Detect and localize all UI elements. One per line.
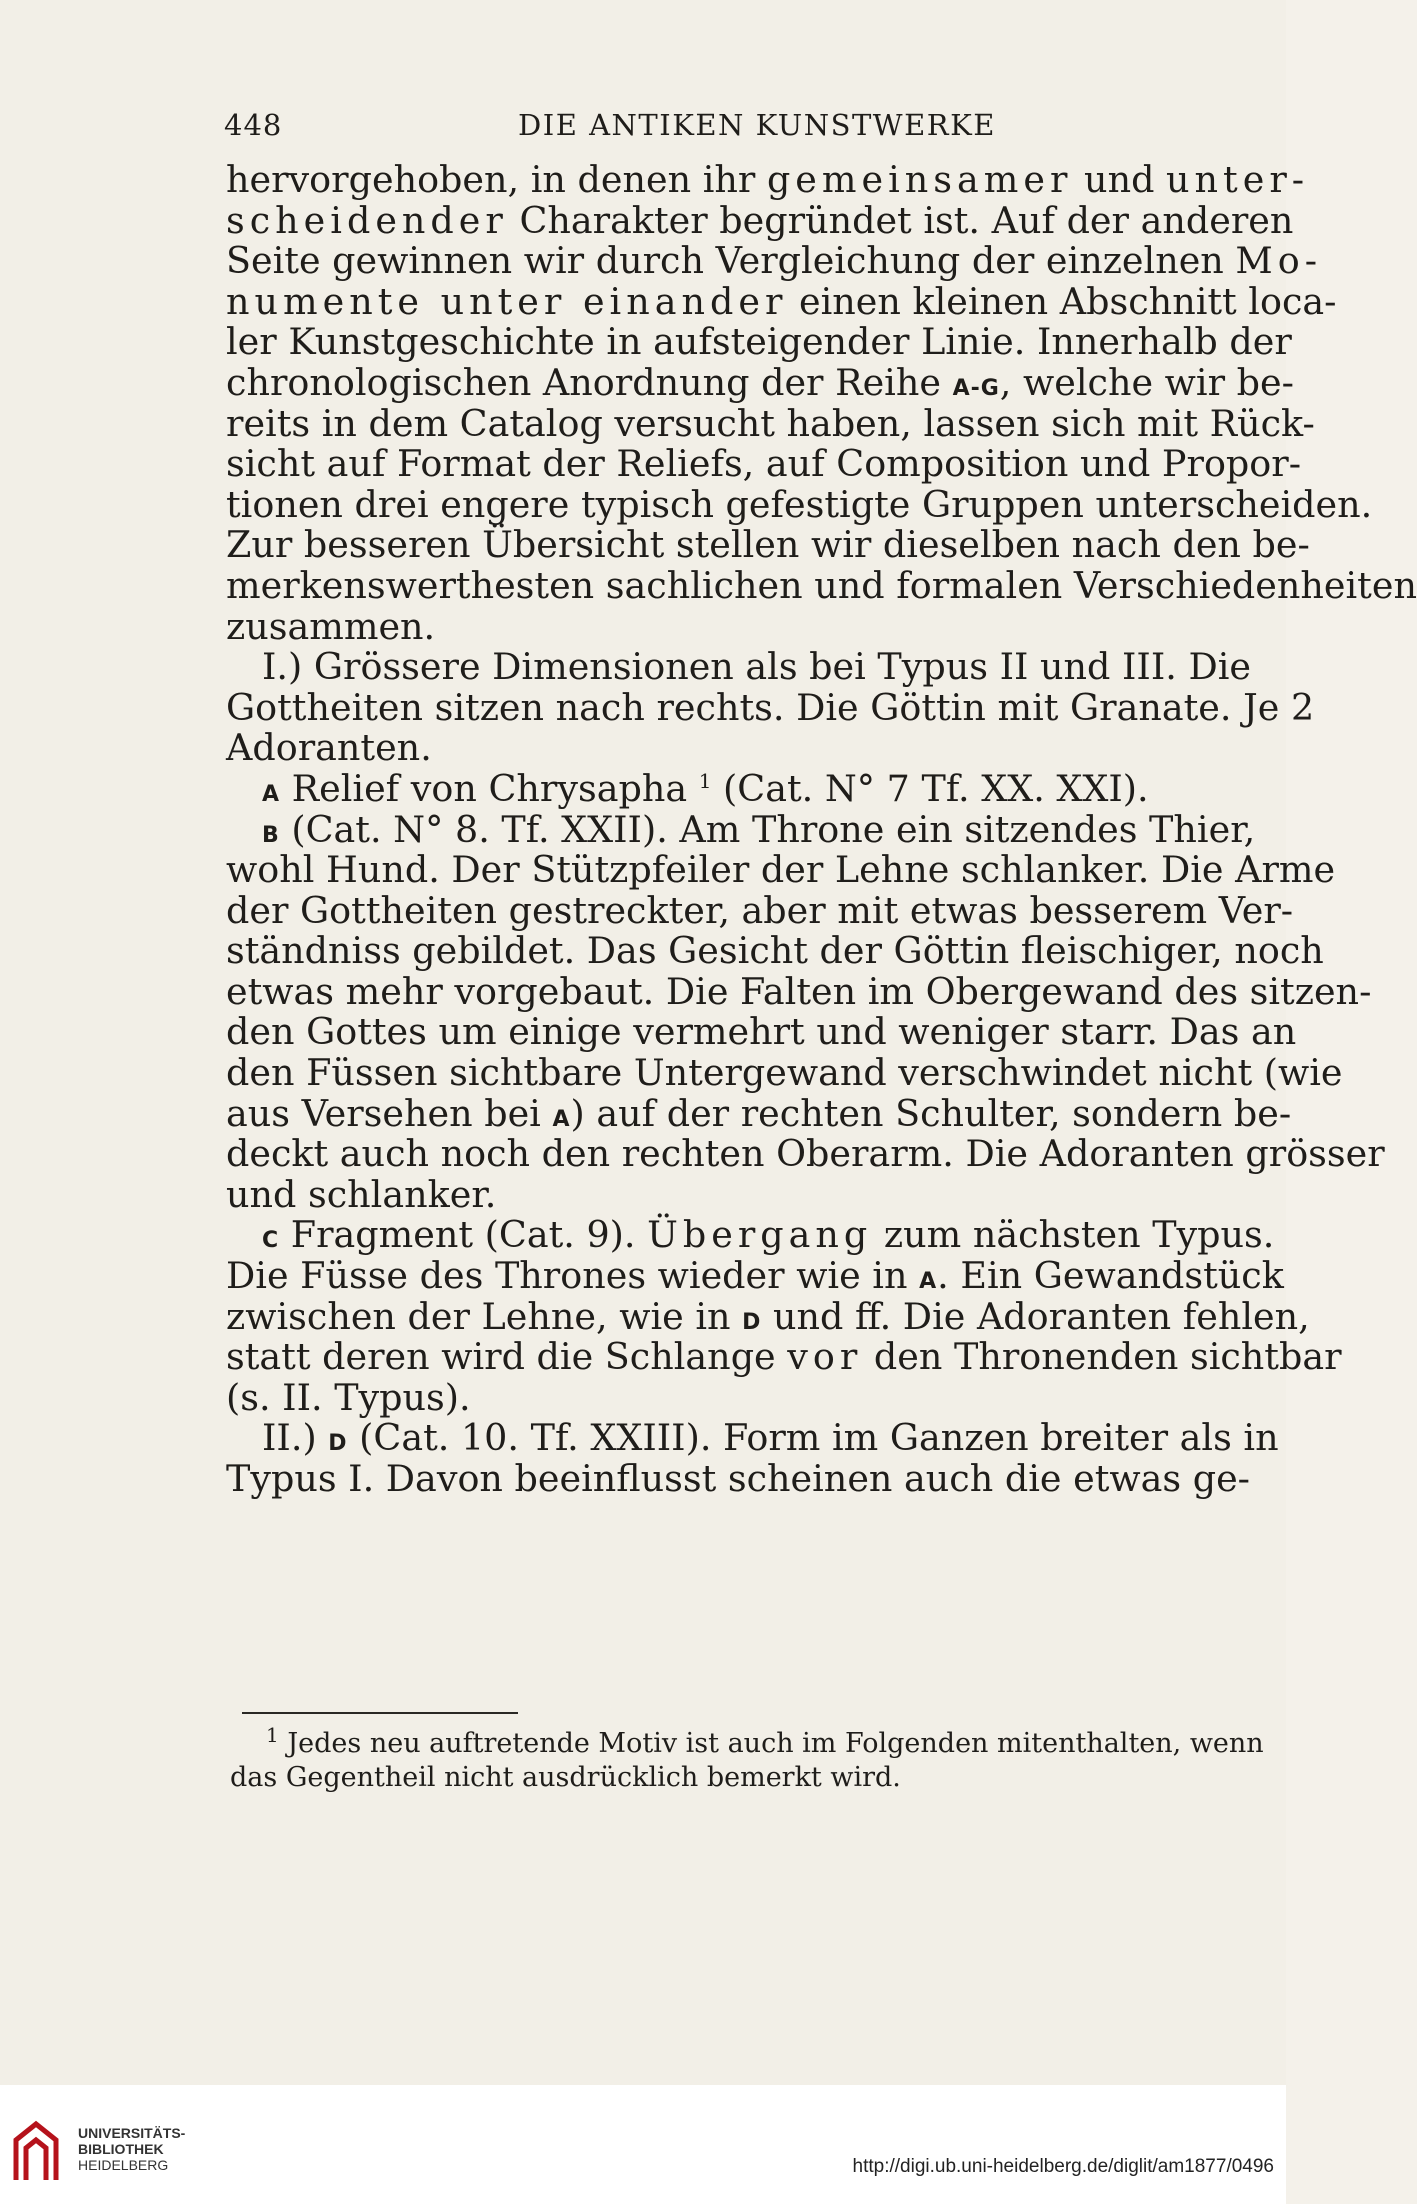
text-run: aus Versehen bei [226,1091,553,1135]
text-run: und ff. Die Adoranten fehlen, [761,1294,1310,1338]
text-run: chronologischen Anordnung der Reihe [226,360,953,404]
text-line [226,482,1373,526]
relief-letter: B [262,822,280,848]
text-run: wohl Hund. Der Stützpfeiler der Lehne schlanker. Die Arme [226,848,1336,892]
library-logo-text[interactable] [78,2125,185,2173]
text-line [226,807,1256,851]
text-run: einen kleinen Abschnitt loca- [787,279,1337,323]
text-line [226,158,1310,201]
relief-letter: A [552,1106,571,1132]
text-run: (s. II. Typus). [226,1375,471,1419]
text-run: und schlanker. [226,1172,497,1216]
spaced-emphasis: unter- [1166,158,1310,201]
text-run: Typus I. Davon beeinflusst scheinen auch die etwas ge- [226,1457,1250,1500]
footnote-marker: 1 [266,1723,279,1747]
text-run: merkenswerthesten sachlichen und formalen Verschiedenheiten [226,563,1417,607]
text-line [226,1010,1297,1054]
text-line [226,645,1252,689]
text-run: , welche wir be- [999,360,1294,404]
spaced-emphasis: Mo- [1235,239,1323,283]
text-line [230,1723,1264,1761]
text-run: ler Kunstgeschichte in aufsteigender Linie. Innerhalb der [226,320,1292,364]
text-line [226,1091,1292,1135]
text-run: das Gegentheil nicht ausdrücklich bemerkt wird. [230,1762,901,1793]
text-line [226,1416,1279,1460]
logo-line: UNIVERSITÄTS- [78,2125,186,2141]
text-line [226,766,1194,810]
text-run: ) auf der rechten Schulter, sondern be- [570,1091,1292,1135]
text-line [226,360,1294,404]
text-run: Zur besseren Übersicht stellen wir dieselben nach den be- [226,523,1310,567]
text-line [226,1051,1343,1095]
text-line [226,1457,1250,1500]
footnote-marker: 1 [698,768,712,793]
library-logo-icon[interactable] [12,2120,60,2184]
text-line [226,1213,1275,1257]
text-run: (Cat. N° 8. Tf. XXII). Am Throne ein sitzendes Thier, [279,807,1256,851]
text-run: Relief von Chrysapha [280,766,699,810]
text-line [226,728,1194,769]
text-run: deckt auch noch den rechten Oberarm. Die Adoranten grösser [226,1132,1385,1176]
text-line [226,604,1194,648]
text-line [226,563,1417,607]
text-line [226,1172,1194,1216]
spaced-emphasis: scheidender [226,198,508,242]
relief-letter: A-G [952,375,1000,401]
text-run: Adoranten. [226,726,432,770]
text-run: etwas mehr vorgebaut. Die Falten im Obergewand des sitzen- [226,969,1372,1013]
text-run: Charakter begründet ist. Auf der anderen [507,198,1294,242]
text-line [226,320,1292,364]
text-run: zusammen. [226,604,436,648]
relief-letter: A [919,1269,938,1295]
text-line [226,929,1324,973]
spaced-emphasis: vor [787,1335,863,1379]
text-line [226,888,1294,932]
text-run: tionen drei engere typisch gefestigte Gruppen unterscheiden. [226,482,1373,526]
footnotes [230,1723,1264,1795]
text-run: zwischen der Lehne, wie in [226,1294,743,1338]
running-head [224,108,1180,148]
text-line [226,239,1323,283]
text-run: hervorgehoben, in denen ihr [226,158,767,201]
text-line [226,523,1310,567]
footer-bar [0,2085,1286,2204]
text-run: Gottheiten sitzen nach rechts. Die Göttin mit Granate. Je 2 [226,685,1315,729]
text-run: Fragment (Cat. 9). [279,1213,648,1257]
text-run: II.) [262,1416,329,1460]
text-line [226,1132,1385,1176]
text-run: reits in dem Catalog versucht haben, lassen sich mit Rück- [226,401,1315,445]
text-run: und [1072,158,1167,201]
text-line [226,279,1337,323]
spaced-emphasis: gemeinsamer [766,158,1073,201]
spaced-emphasis: numente unter einander [226,279,788,323]
page-number: 448 [224,108,283,142]
relief-letter: A [262,781,281,807]
text-run: Jedes neu auftretende Motiv ist auch im Folgenden mitenthalten, wenn [278,1728,1264,1759]
text-run: den Thronenden sichtbar [862,1335,1342,1379]
relief-letter: D [742,1309,762,1335]
text-run: den Gottes um einige vermehrt und weniger starr. Das an [226,1010,1297,1054]
text-run: I.) Grössere Dimensionen als bei Typus II und III. Die [262,645,1252,689]
text-line [226,1335,1342,1379]
text-run: der Gottheiten gestreckter, aber mit etwas besserem Ver- [226,888,1294,932]
logo-line: BIBLIOTHEK [78,2141,164,2157]
text-line [230,1761,1194,1795]
text-run: sicht auf Format der Reliefs, auf Composition und Propor- [226,442,1302,486]
text-line [226,1254,1284,1298]
spaced-emphasis: Übergang [647,1213,873,1257]
text-run: . Ein Gewandstück [937,1254,1284,1298]
running-title: DIE ANTIKEN KUNSTWERKE [518,108,996,142]
text-run: den Füssen sichtbare Untergewand verschwindet nicht (wie [226,1051,1343,1095]
source-url-link[interactable]: http://digi.ub.uni-heidelberg.de/diglit/am1877/0496 [852,2156,1274,2177]
text-run: statt deren wird die Schlange [226,1335,788,1379]
text-line [226,969,1372,1013]
text-line [226,685,1315,729]
relief-letter: D [328,1431,348,1457]
logo-line: HEIDELBERG [78,2157,169,2173]
text-line [226,442,1302,486]
footnote-divider [242,1712,518,1714]
text-line [226,848,1336,892]
text-line [226,1375,1194,1419]
text-run: Seite gewinnen wir durch Vergleichung der einzelnen [226,239,1236,283]
text-run: zum nächsten Typus. [872,1213,1275,1257]
body-text [226,158,1417,1500]
text-run: (Cat. N° 7 Tf. XX. XXI). [711,766,1149,810]
text-run: Die Füsse des Thrones wieder wie in [226,1254,920,1298]
text-run: (Cat. 10. Tf. XXIII). Form im Ganzen breiter als in [347,1416,1279,1460]
relief-letter: C [262,1228,280,1254]
text-line [226,1294,1310,1338]
text-run: ständniss gebildet. Das Gesicht der Göttin fleischiger, noch [226,929,1324,973]
text-line [226,198,1294,242]
text-line [226,401,1315,445]
